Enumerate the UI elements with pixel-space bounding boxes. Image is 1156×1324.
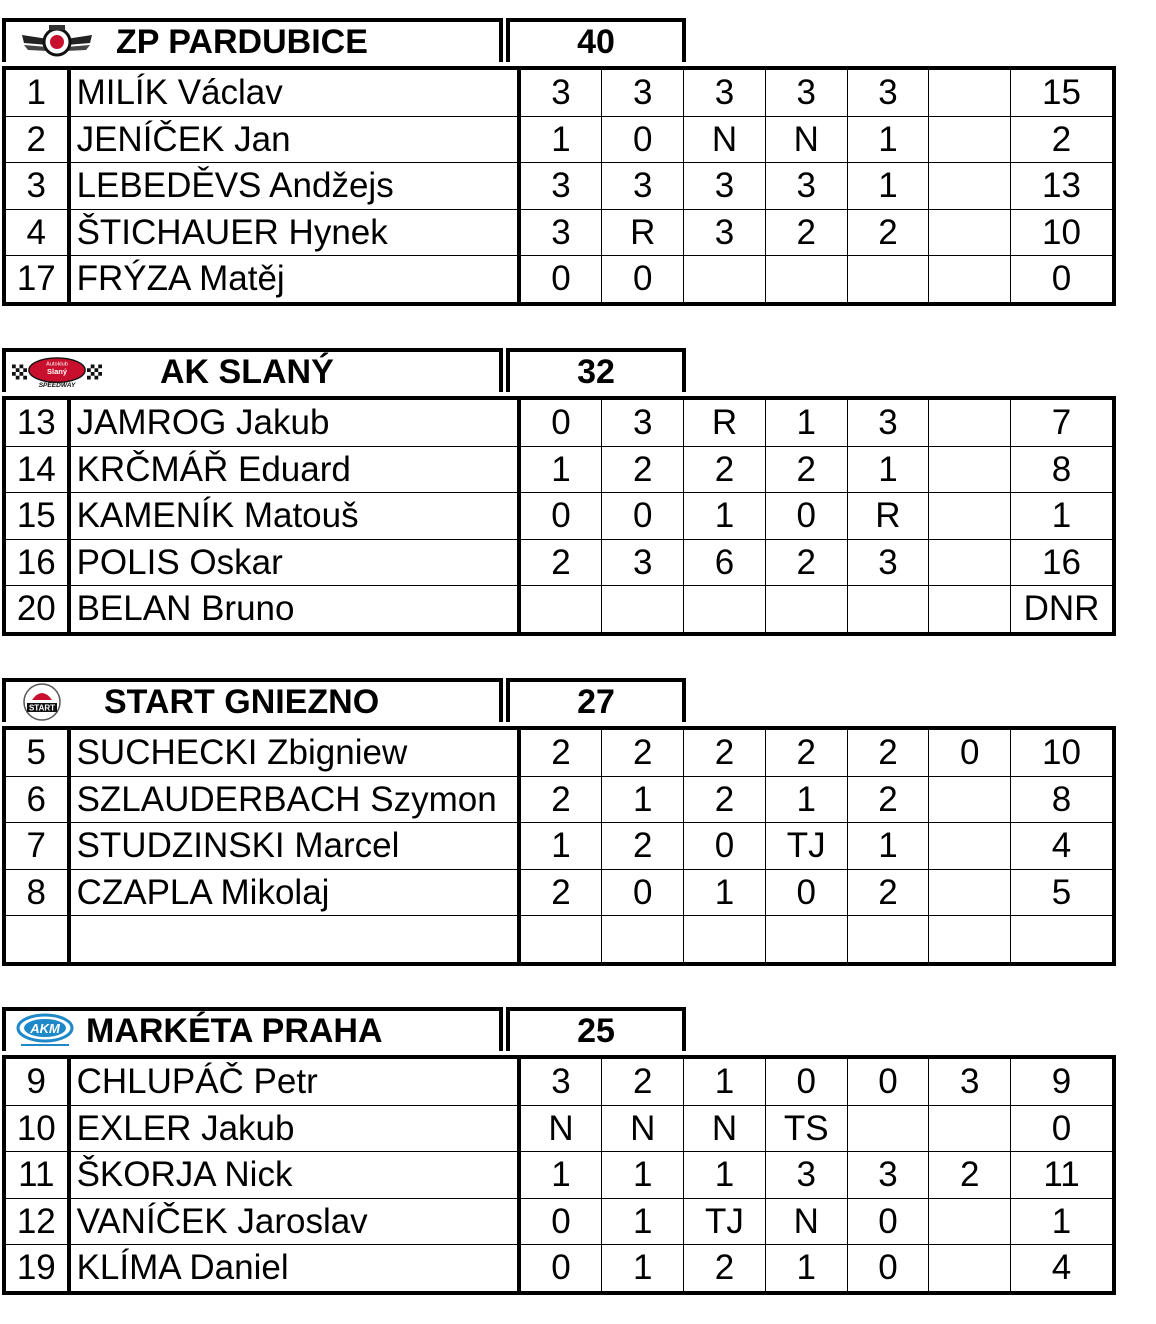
heat-score: 1	[519, 1152, 602, 1199]
rider-name: ŠKORJA Nick	[69, 1152, 519, 1199]
heat-score	[929, 256, 1011, 304]
heat-score	[929, 869, 1011, 916]
rider-name: KAMENÍK Matouš	[69, 493, 519, 540]
rider-total: 0	[1011, 1105, 1114, 1152]
heat-score: 0	[602, 116, 684, 163]
rider-row	[4, 1152, 1114, 1199]
heat-score: 0	[684, 823, 766, 870]
logo-text-autoklub: Autoklub	[46, 361, 68, 368]
heat-score: 3	[847, 539, 929, 586]
rider-total	[1011, 916, 1114, 964]
rider-row	[4, 256, 1114, 304]
heat-score	[929, 209, 1011, 256]
heat-score: 3	[519, 68, 602, 116]
heat-score: 2	[765, 728, 847, 776]
heat-score	[929, 1105, 1011, 1152]
rider-row	[4, 728, 1114, 776]
team-header	[2, 1007, 503, 1051]
rider-table	[2, 396, 1116, 636]
heat-score: N	[684, 1105, 766, 1152]
team-score: 27	[506, 678, 686, 722]
heat-score	[765, 256, 847, 304]
rider-total: 10	[1011, 209, 1114, 256]
rider-number: 12	[4, 1198, 69, 1245]
heat-score	[929, 446, 1011, 493]
rider-name: EXLER Jakub	[69, 1105, 519, 1152]
heat-score: 2	[602, 1057, 684, 1105]
heat-score	[929, 1245, 1011, 1293]
rider-number: 14	[4, 446, 69, 493]
heat-score: 1	[684, 493, 766, 540]
heat-score	[765, 586, 847, 634]
rider-total: 4	[1011, 823, 1114, 870]
heat-score: 6	[684, 539, 766, 586]
rider-number: 20	[4, 586, 69, 634]
heat-score: R	[602, 209, 684, 256]
heat-score: 2	[519, 539, 602, 586]
heat-score: 1	[684, 1152, 766, 1199]
rider-row	[4, 539, 1114, 586]
heat-score: 2	[847, 728, 929, 776]
heat-score: 0	[929, 728, 1011, 776]
heat-score: 1	[765, 776, 847, 823]
heat-score: 3	[847, 1152, 929, 1199]
rider-name	[69, 916, 519, 964]
team-score: 32	[506, 348, 686, 392]
heat-score: N	[684, 116, 766, 163]
rider-total: 9	[1011, 1057, 1114, 1105]
heat-score	[929, 493, 1011, 540]
heat-score: 1	[847, 823, 929, 870]
rider-total: 8	[1011, 446, 1114, 493]
logo-text-akm: AKM	[30, 1021, 60, 1036]
heat-score: 2	[847, 869, 929, 916]
rider-name: FRÝZA Matěj	[69, 256, 519, 304]
rider-name: VANÍČEK Jaroslav	[69, 1198, 519, 1245]
rider-name: MILÍK Václav	[69, 68, 519, 116]
team-header	[2, 678, 503, 722]
rider-row	[4, 1057, 1114, 1105]
heat-score: 0	[765, 869, 847, 916]
heat-score: 0	[847, 1245, 929, 1293]
heat-score: 0	[765, 1057, 847, 1105]
heat-score: 1	[602, 1198, 684, 1245]
rider-name: SUCHECKI Zbigniew	[69, 728, 519, 776]
akm-logo-icon	[12, 1011, 78, 1051]
heat-score: 3	[602, 398, 684, 446]
heat-score	[847, 916, 929, 964]
pardubice-wing-logo-icon	[12, 22, 102, 62]
rider-name: CHLUPÁČ Petr	[69, 1057, 519, 1105]
heat-score: 1	[684, 1057, 766, 1105]
heat-score: 3	[519, 163, 602, 210]
heat-score: 0	[765, 493, 847, 540]
heat-score	[929, 116, 1011, 163]
heat-score	[602, 916, 684, 964]
heat-score: 0	[602, 493, 684, 540]
heat-score: 3	[602, 539, 684, 586]
heat-score: 3	[602, 68, 684, 116]
heat-score: 1	[519, 823, 602, 870]
heat-score: 0	[519, 1245, 602, 1293]
team-name: ZP PARDUBICE	[116, 22, 368, 61]
heat-score: 1	[602, 1245, 684, 1293]
rider-total: 4	[1011, 1245, 1114, 1293]
heat-score: 1	[765, 398, 847, 446]
heat-score: 2	[765, 446, 847, 493]
heat-score: 3	[847, 398, 929, 446]
heat-score: 1	[847, 446, 929, 493]
heat-score: 0	[602, 869, 684, 916]
rider-number: 19	[4, 1245, 69, 1293]
rider-name: STUDZINSKI Marcel	[69, 823, 519, 870]
heat-score: N	[519, 1105, 602, 1152]
heat-score: 2	[684, 776, 766, 823]
heat-score: 2	[519, 776, 602, 823]
heat-score: 2	[847, 209, 929, 256]
team-header	[2, 348, 503, 392]
rider-table	[2, 1055, 1116, 1295]
heat-score: 3	[765, 163, 847, 210]
heat-score: R	[847, 493, 929, 540]
heat-score	[929, 823, 1011, 870]
heat-score: 0	[602, 256, 684, 304]
heat-score	[684, 916, 766, 964]
team-header	[2, 18, 503, 62]
rider-name: BELAN Bruno	[69, 586, 519, 634]
rider-number: 1	[4, 68, 69, 116]
rider-table	[2, 726, 1116, 966]
heat-score: 2	[602, 823, 684, 870]
rider-total: 13	[1011, 163, 1114, 210]
heat-score: 3	[519, 1057, 602, 1105]
heat-score: 2	[847, 776, 929, 823]
heat-score: 3	[684, 163, 766, 210]
rider-row	[4, 916, 1114, 964]
rider-name: KRČMÁŘ Eduard	[69, 446, 519, 493]
heat-score	[929, 1198, 1011, 1245]
rider-number: 9	[4, 1057, 69, 1105]
rider-total: 1	[1011, 493, 1114, 540]
rider-number: 3	[4, 163, 69, 210]
heat-score	[847, 256, 929, 304]
heat-score	[929, 916, 1011, 964]
rider-total: 10	[1011, 728, 1114, 776]
heat-score	[847, 1105, 929, 1152]
heat-score	[519, 586, 602, 634]
team-name: AK SLANÝ	[160, 352, 334, 391]
heat-score	[929, 163, 1011, 210]
heat-score: 3	[847, 68, 929, 116]
heat-score: 1	[684, 869, 766, 916]
heat-score: 0	[519, 398, 602, 446]
rider-name: SZLAUDERBACH Szymon	[69, 776, 519, 823]
rider-number: 7	[4, 823, 69, 870]
heat-score: 2	[684, 446, 766, 493]
rider-name: JENÍČEK Jan	[69, 116, 519, 163]
rider-name: LEBEDĚVS Andžejs	[69, 163, 519, 210]
heat-score: 2	[765, 209, 847, 256]
rider-name: JAMROG Jakub	[69, 398, 519, 446]
rider-number: 17	[4, 256, 69, 304]
heat-score: 1	[602, 776, 684, 823]
heat-score	[929, 776, 1011, 823]
heat-score: 2	[602, 728, 684, 776]
heat-score: TS	[765, 1105, 847, 1152]
heat-score: 2	[519, 869, 602, 916]
heat-score: 1	[602, 1152, 684, 1199]
heat-score: 3	[765, 68, 847, 116]
heat-score: 1	[765, 1245, 847, 1293]
rider-total: 11	[1011, 1152, 1114, 1199]
rider-row	[4, 1245, 1114, 1293]
team-score: 25	[506, 1007, 686, 1051]
heat-score	[847, 586, 929, 634]
heat-score: N	[765, 1198, 847, 1245]
heat-score: 3	[684, 209, 766, 256]
heat-score	[519, 916, 602, 964]
heat-score: TJ	[765, 823, 847, 870]
heat-score	[684, 586, 766, 634]
rider-row	[4, 493, 1114, 540]
heat-score: 1	[519, 116, 602, 163]
heat-score: N	[765, 116, 847, 163]
rider-total: 0	[1011, 256, 1114, 304]
rider-number: 10	[4, 1105, 69, 1152]
heat-score: 2	[519, 728, 602, 776]
heat-score: 0	[847, 1198, 929, 1245]
heat-score	[602, 586, 684, 634]
heat-score	[929, 398, 1011, 446]
logo-text-start: START	[28, 703, 56, 713]
logo-text-speedway: SPEEDWAY	[38, 382, 76, 389]
start-gniezno-logo-icon	[12, 682, 72, 722]
heat-score: 3	[602, 163, 684, 210]
rider-number: 8	[4, 869, 69, 916]
team-name: START GNIEZNO	[104, 682, 380, 721]
team-name: MARKÉTA PRAHA	[86, 1011, 383, 1050]
heat-score: 1	[847, 116, 929, 163]
rider-number: 2	[4, 116, 69, 163]
rider-row	[4, 776, 1114, 823]
heat-score	[765, 916, 847, 964]
heat-score: 2	[929, 1152, 1011, 1199]
heat-score	[684, 256, 766, 304]
rider-total: 15	[1011, 68, 1114, 116]
rider-total: 16	[1011, 539, 1114, 586]
rider-row	[4, 869, 1114, 916]
heat-score: 3	[519, 209, 602, 256]
rider-number: 16	[4, 539, 69, 586]
rider-row	[4, 1105, 1114, 1152]
heat-score: 0	[847, 1057, 929, 1105]
rider-number: 4	[4, 209, 69, 256]
heat-score	[929, 586, 1011, 634]
heat-score: 0	[519, 1198, 602, 1245]
logo-text-slany: Slaný	[46, 366, 68, 376]
rider-total: 8	[1011, 776, 1114, 823]
rider-name: ŠTICHAUER Hynek	[69, 209, 519, 256]
heat-score	[929, 539, 1011, 586]
heat-score: 3	[684, 68, 766, 116]
heat-score: TJ	[684, 1198, 766, 1245]
heat-score: 2	[684, 1245, 766, 1293]
heat-score: R	[684, 398, 766, 446]
rider-total: 1	[1011, 1198, 1114, 1245]
rider-total: 7	[1011, 398, 1114, 446]
heat-score: 3	[929, 1057, 1011, 1105]
heat-score: 0	[519, 493, 602, 540]
rider-name: KLÍMA Daniel	[69, 1245, 519, 1293]
rider-number: 6	[4, 776, 69, 823]
rider-name: CZAPLA Mikolaj	[69, 869, 519, 916]
heat-score: 0	[519, 256, 602, 304]
heat-score: N	[602, 1105, 684, 1152]
rider-row	[4, 586, 1114, 634]
heat-score	[929, 68, 1011, 116]
rider-row	[4, 446, 1114, 493]
heat-score: 2	[684, 728, 766, 776]
slany-speedway-logo-icon	[12, 352, 102, 392]
rider-number: 13	[4, 398, 69, 446]
rider-row	[4, 116, 1114, 163]
rider-number: 5	[4, 728, 69, 776]
rider-row	[4, 398, 1114, 446]
rider-total: 2	[1011, 116, 1114, 163]
heat-score: 3	[765, 1152, 847, 1199]
rider-row	[4, 209, 1114, 256]
rider-row	[4, 68, 1114, 116]
heat-score: 1	[847, 163, 929, 210]
team-score: 40	[506, 18, 686, 62]
rider-row	[4, 1198, 1114, 1245]
heat-score: 2	[765, 539, 847, 586]
rider-row	[4, 823, 1114, 870]
heat-score: 2	[602, 446, 684, 493]
rider-table	[2, 66, 1116, 306]
rider-total: DNR	[1011, 586, 1114, 634]
rider-row	[4, 163, 1114, 210]
rider-name: POLIS Oskar	[69, 539, 519, 586]
rider-number: 11	[4, 1152, 69, 1199]
heat-score: 1	[519, 446, 602, 493]
rider-number: 15	[4, 493, 69, 540]
rider-total: 5	[1011, 869, 1114, 916]
rider-number	[4, 916, 69, 964]
